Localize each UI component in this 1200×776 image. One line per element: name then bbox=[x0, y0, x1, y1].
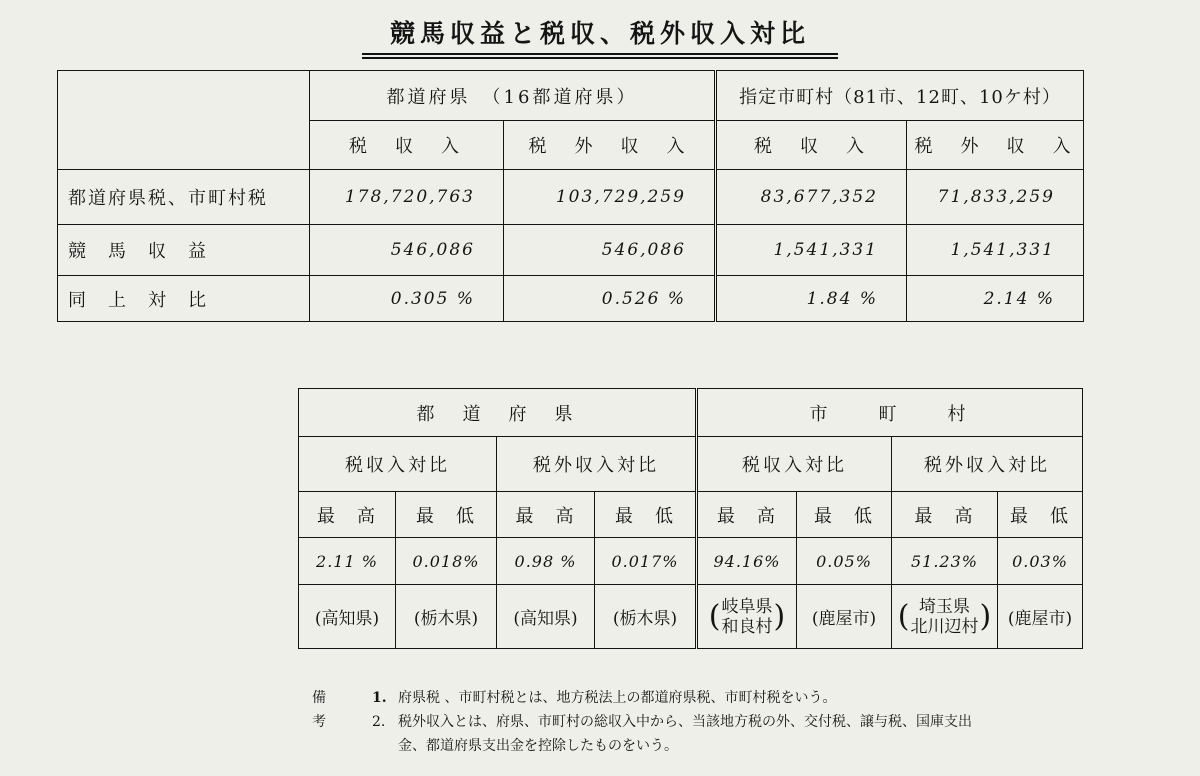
table-row bbox=[299, 538, 1083, 585]
note-item bbox=[372, 686, 1172, 710]
cell-value: 546,086 bbox=[504, 225, 716, 276]
table-row bbox=[58, 225, 1084, 276]
place-name: (栃木県) bbox=[396, 585, 497, 649]
group-header-municipalities: 指定市町村（81市、12町、10ケ村） bbox=[716, 71, 1084, 121]
row-label: 競 馬 収 益 bbox=[58, 225, 310, 276]
ratio-value: 0.05% bbox=[797, 538, 892, 585]
note-number: 2. bbox=[372, 714, 386, 730]
note-number: 1. bbox=[372, 690, 387, 706]
table-row bbox=[58, 276, 1084, 322]
note-text: 府県税 、市町村税とは、地方税法上の都道府県税、市町村税をいう。 bbox=[398, 690, 837, 706]
ratio-value: 0.018% bbox=[396, 538, 497, 585]
subheader-tax-revenue: 税 収 入 bbox=[716, 121, 907, 170]
subgroup-nontax-ratio: 税外収入対比 bbox=[892, 437, 1083, 492]
ratio-value: 0.98 % bbox=[497, 538, 595, 585]
cell-value: 0.526 % bbox=[504, 276, 716, 322]
place-prefecture: 岐阜県 bbox=[721, 596, 773, 617]
note-continuation: 金、都道府県支出金を控除したものをいう。 bbox=[398, 738, 678, 754]
place-name: (高知県) bbox=[299, 585, 396, 649]
group-header-prefectures: 都 道 府 県 bbox=[299, 389, 697, 437]
cell-value: 103,729,259 bbox=[504, 170, 716, 225]
group-header-municipalities: 市 町 村 bbox=[697, 389, 1083, 437]
max-min-ratio-table bbox=[298, 388, 1083, 649]
place-village: 和良村 bbox=[721, 616, 773, 637]
table-row bbox=[299, 585, 1083, 649]
corner-cell bbox=[58, 71, 310, 170]
subheader-nontax-revenue: 税 外 収 入 bbox=[907, 121, 1084, 170]
cell-value: 0.305 % bbox=[310, 276, 504, 322]
ratio-value: 0.03% bbox=[998, 538, 1083, 585]
place-name: (鹿屋市) bbox=[797, 585, 892, 649]
min-header: 最 低 bbox=[595, 492, 697, 538]
place-name: ( 埼玉県 北川辺村 ) bbox=[892, 585, 998, 649]
title-underline bbox=[362, 53, 838, 55]
max-header: 最 高 bbox=[697, 492, 797, 538]
table-row bbox=[58, 170, 1084, 225]
cell-value: 1,541,331 bbox=[907, 225, 1084, 276]
subheader-tax-revenue: 税 収 入 bbox=[310, 121, 504, 170]
place-name: (栃木県) bbox=[595, 585, 697, 649]
min-header: 最 低 bbox=[797, 492, 892, 538]
place-prefecture: 埼玉県 bbox=[919, 596, 970, 617]
place-village: 北川辺村 bbox=[910, 616, 979, 637]
ratio-value: 0.017% bbox=[595, 538, 697, 585]
page-title: 競馬収益と税収、税外収入対比 bbox=[389, 19, 810, 48]
note-item bbox=[372, 710, 1172, 734]
cell-value: 1.84 % bbox=[716, 276, 907, 322]
cell-value: 2.14 % bbox=[907, 276, 1084, 322]
tax-comparison-table bbox=[57, 70, 1084, 322]
ratio-value: 94.16% bbox=[697, 538, 797, 585]
cell-value: 71,833,259 bbox=[907, 170, 1084, 225]
place-name: (高知県) bbox=[497, 585, 595, 649]
cell-value: 83,677,352 bbox=[716, 170, 907, 225]
ratio-value: 2.11 % bbox=[299, 538, 396, 585]
row-label: 都道府県税、市町村税 bbox=[58, 170, 310, 225]
notes-heading: 備考 bbox=[312, 690, 331, 730]
cell-value: 546,086 bbox=[310, 225, 504, 276]
min-header: 最 低 bbox=[396, 492, 497, 538]
max-header: 最 高 bbox=[299, 492, 396, 538]
ratio-value: 51.23% bbox=[892, 538, 998, 585]
title-underline-2 bbox=[362, 57, 838, 59]
subgroup-nontax-ratio: 税外収入対比 bbox=[497, 437, 697, 492]
group-header-prefectures: 都道府県 （16都道府県） bbox=[310, 71, 716, 121]
subheader-nontax-revenue: 税 外 収 入 bbox=[504, 121, 716, 170]
place-name: ( 岐阜県 和良村 ) bbox=[697, 585, 797, 649]
subgroup-tax-ratio: 税収入対比 bbox=[299, 437, 497, 492]
place-name: (鹿屋市) bbox=[998, 585, 1083, 649]
min-header: 最 低 bbox=[998, 492, 1083, 538]
max-header: 最 高 bbox=[497, 492, 595, 538]
note-text: 税外収入とは、府県、市町村の総収入中から、当該地方税の外、交付税、譲与税、国庫支出 bbox=[398, 714, 972, 730]
cell-value: 1,541,331 bbox=[716, 225, 907, 276]
cell-value: 178,720,763 bbox=[310, 170, 504, 225]
row-label: 同 上 対 比 bbox=[58, 276, 310, 322]
subgroup-tax-ratio: 税収入対比 bbox=[697, 437, 892, 492]
max-header: 最 高 bbox=[892, 492, 998, 538]
